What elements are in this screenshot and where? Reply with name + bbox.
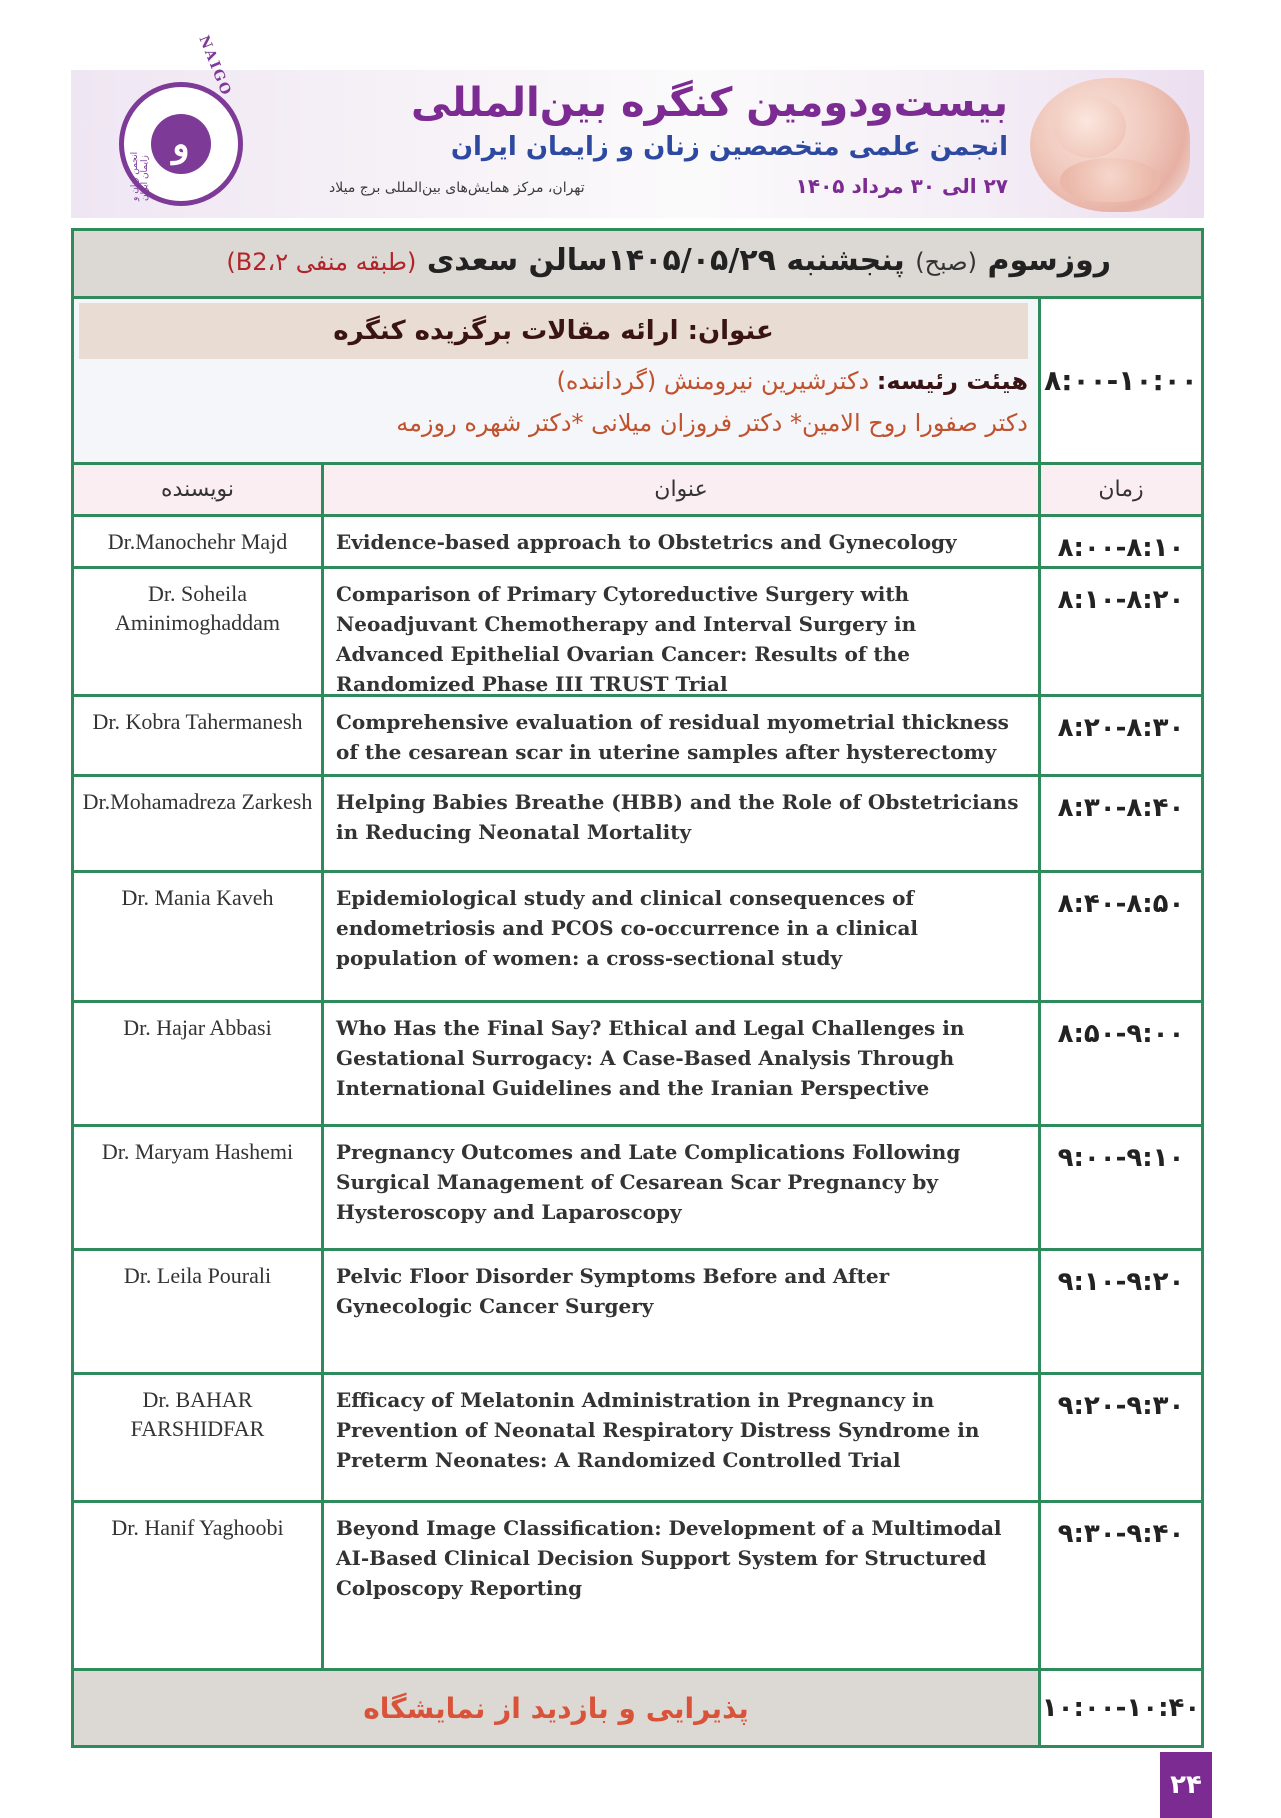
logo-subtext: انجمن زنان و زایمان ایران (130, 151, 150, 201)
chair-name: دکترشیرین نیرومنش (گرداننده) (556, 367, 870, 395)
table-row (74, 777, 1201, 873)
row-time: ۸:۴۰-۸:۵۰ (1057, 889, 1185, 919)
association-name: انجمن علمی متخصصین زنان و زایمان ایران (450, 132, 1008, 162)
chair-label: هیئت رئیسه: (876, 367, 1028, 395)
row-author: Dr. BAHAR FARSHIDFAR (74, 1375, 324, 1500)
column-header-title: عنوان (324, 465, 1041, 514)
break-row (74, 1671, 1201, 1745)
baby-image (1030, 78, 1190, 212)
logo-mark: و (172, 123, 190, 165)
logo-text: NAIGO (195, 33, 234, 99)
row-title: Efficacy of Melatonin Administration in Pregnancy in Prevention of Neonatal Respiratory Distress Syndrome in Preterm Neonates: A Randomized Controlled Trial (324, 1375, 1041, 1500)
program-table (71, 228, 1204, 1748)
row-time: ۹:۳۰-۹:۴۰ (1057, 1519, 1185, 1549)
row-time: ۹:۱۰-۹:۲۰ (1057, 1267, 1185, 1297)
row-author: Dr.Manochehr Majd (74, 517, 324, 566)
row-title: Comparison of Primary Cytoreductive Surgery with Neoadjuvant Chemotherapy and Interval Surgery in Advanced Epithelial Ovarian Cancer: Results of the Randomized Phase III TRUST Trial (324, 569, 1041, 694)
row-title: Pregnancy Outcomes and Late Complications Following Surgical Management of Cesarean Scar Pregnancy by Hysteroscopy and Laparoscopy (324, 1127, 1041, 1248)
column-header-author: نویسنده (74, 465, 324, 514)
session-title: عنوان: ارائه مقالات برگزیده کنگره (79, 303, 1028, 359)
table-row (74, 1003, 1201, 1127)
page-number: ۲۴ (1160, 1752, 1212, 1818)
row-author: Dr. Leila Pourali (74, 1251, 324, 1372)
table-row (74, 517, 1201, 569)
row-author: Dr. Hajar Abbasi (74, 1003, 324, 1124)
row-time: ۸:۳۰-۸:۴۰ (1057, 793, 1185, 823)
hall-name: سالن سعدی (426, 243, 608, 278)
table-row (74, 1251, 1201, 1375)
day-header (74, 231, 1201, 299)
session-part: (صبح) (915, 248, 978, 276)
table-row (74, 569, 1201, 697)
row-author: Dr. Soheila Aminimoghaddam (74, 569, 324, 694)
row-time: ۸:۰۰-۸:۱۰ (1057, 533, 1185, 563)
floor-info: (طبقه منفی B2،۲) (226, 248, 417, 276)
naigo-logo (119, 33, 243, 206)
row-title: Comprehensive evaluation of residual myometrial thickness of the cesarean scar in uterine samples after hysterectomy (324, 697, 1041, 774)
table-row (74, 1503, 1201, 1671)
table-row (74, 873, 1201, 1003)
row-title: Who Has the Final Say? Ethical and Legal Challenges in Gestational Surrogacy: A Case-Based Analysis Through International Guidelines and the Iranian Perspective (324, 1003, 1041, 1124)
row-author: Dr.Mohamadreza Zarkesh (74, 777, 324, 870)
row-title: Helping Babies Breathe (HBB) and the Role of Obstetricians in Reducing Neonatal Mortality (324, 777, 1041, 870)
congress-banner (71, 33, 1204, 218)
row-author: Dr. Maryam Hashemi (74, 1127, 324, 1248)
panel-members: دکتر صفورا روح الامین* دکتر فروزان میلانی *دکتر شهره روزمه (396, 409, 1028, 437)
table-row (74, 1375, 1201, 1503)
row-time: ۸:۲۰-۸:۳۰ (1057, 713, 1185, 743)
table-row (74, 697, 1201, 777)
row-title: Evidence-based approach to Obstetrics and Gynecology (324, 517, 1041, 566)
column-header-row (74, 465, 1201, 517)
row-author: Dr. Kobra Tahermanesh (74, 697, 324, 774)
session-info (74, 299, 1041, 465)
table-row (74, 1127, 1201, 1251)
row-title: Epidemiological study and clinical consequences of endometriosis and PCOS co-occurrence in a clinical population of women: a cross-sectional study (324, 873, 1041, 1000)
row-time: ۹:۲۰-۹:۳۰ (1057, 1391, 1185, 1421)
congress-venue: تهران، مرکز همایش‌های بین‌المللی برج میلاد (329, 180, 585, 196)
row-time: ۹:۰۰-۹:۱۰ (1057, 1143, 1185, 1173)
row-title: Beyond Image Classification: Development of a Multimodal AI-Based Clinical Decision Support System for Structured Colposcopy Reporting (324, 1503, 1041, 1668)
weekday-date: پنجشنبه ۱۴۰۵/۰۵/۲۹ (607, 243, 905, 278)
break-label: پذیرایی و بازدید از نمایشگاه (74, 1671, 1041, 1745)
congress-date: ۲۷ الی ۳۰ مرداد ۱۴۰۵ (795, 174, 1008, 198)
session-chair (556, 367, 1028, 395)
row-author: Dr. Hanif Yaghoobi (74, 1503, 324, 1668)
column-header-time: زمان (1098, 477, 1144, 502)
break-time: ۱۰:۰۰-۱۰:۴۰ (1041, 1671, 1201, 1745)
row-time: ۸:۵۰-۹:۰۰ (1057, 1019, 1185, 1049)
row-author: Dr. Mania Kaveh (74, 873, 324, 1000)
row-time: ۸:۱۰-۸:۲۰ (1057, 585, 1185, 615)
congress-title: بیست‌ودومین کنگره بین‌المللی (411, 80, 1008, 126)
day-label: روزسوم (987, 243, 1111, 278)
session-time: ۸:۰۰-۱۰:۰۰ (1041, 299, 1201, 465)
row-title: Pelvic Floor Disorder Symptoms Before and After Gynecologic Cancer Surgery (324, 1251, 1041, 1372)
